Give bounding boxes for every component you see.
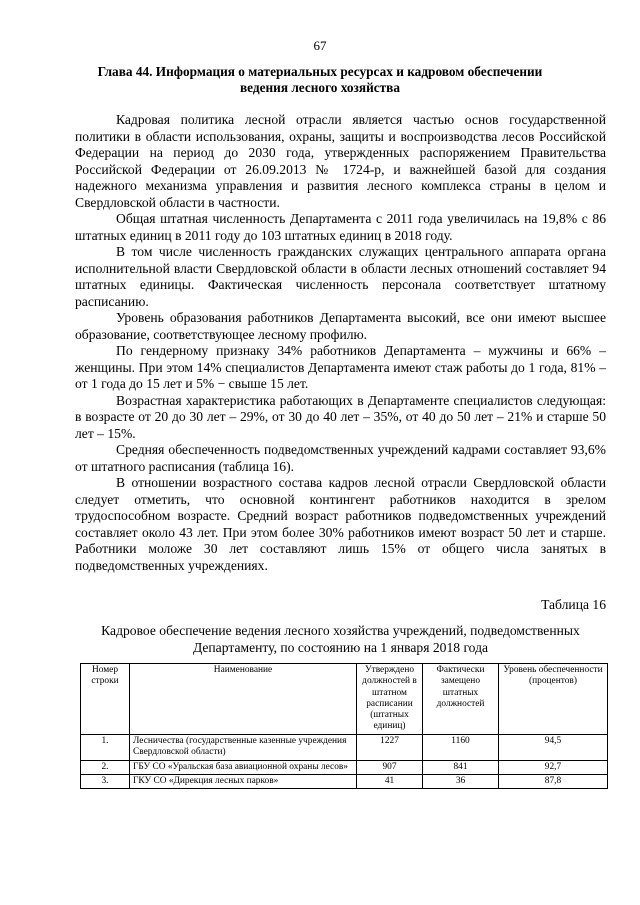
chapter-title: Глава 44. Информация о материальных ресурсах и кадровом обеспечении ведения лесного хозяйства	[97, 64, 543, 95]
header-approved-positions: Утверждено должностей в штатном расписании (штатных единиц)	[357, 664, 423, 735]
cell-level: 92,7	[499, 760, 608, 774]
paragraph-education: Уровень образования работников Департамента высокий, все они имеют высшее образование, соответствующее лесному профилю.	[75, 310, 606, 342]
paragraph-staff-growth: Общая штатная численность Департамента с 2011 года увеличилась на 19,8% с 86 штатных единиц в 2011 году до 103 штатных единиц в 2018 году.	[75, 211, 606, 243]
cell-approved: 41	[357, 774, 423, 788]
header-filled-positions: Фактически замещено штатных должностей	[423, 664, 499, 735]
paragraph-age: Возрастная характеристика работающих в Департаменте специалистов следующая: в возрасте от 20 до 30 лет – 29%, от 30 до 40 лет – 35%, от 40 до 50 лет – 21% и старше 50 лет – 15%.	[75, 392, 606, 441]
paragraph-age-composition: В отношении возрастного состава кадров лесной отрасли Свердловской области следует отметить, что основной контингент работников находится в зрелом трудоспособном возрасте. Средний возраст работников подведомственных учреждений составляет около 43 лет. При этом более 30% работников имеют возраст 50 лет и старше. Работники моложе 30 лет составляют лишь 15% от общего числа занятых в подведомственных учреждениях.	[75, 475, 606, 573]
cell-level: 87,8	[499, 774, 608, 788]
paragraph-gender: По гендерному признаку 34% работников Департамента – мужчины и 66% – женщины. При этом 14% специалистов Департамента имеют стаж работы до 1 года, 81% – от 1 года до 15 лет и 5% − свыше 15 лет.	[75, 343, 606, 391]
header-row-number: Номер строки	[81, 664, 130, 735]
table-row	[81, 760, 608, 774]
cell-row-number: 3.	[81, 774, 130, 788]
cell-filled: 36	[423, 774, 499, 788]
paragraph-personnel-policy: Кадровая политика лесной отрасли является частью основ государственной политики в области использования, охраны, защиты и воспроизводства лесов Российской Федерации на период до 2030 года, утвержденных распоряжением Правительства Российской Федерации от 26.09.2013 № 1724-р, и важнейшей базой для создания надежного механизма управления и развития лесного комплекса страны в целом и Свердловской области в частности.	[75, 112, 606, 210]
cell-name: ГКУ СО «Дирекция лесных парков»	[130, 774, 357, 788]
table-row	[81, 774, 608, 788]
cell-row-number: 2.	[81, 760, 130, 774]
cell-level: 94,5	[499, 735, 608, 761]
cell-approved: 907	[357, 760, 423, 774]
paragraph-civil-servants: В том числе численность гражданских служащих центрального аппарата органа исполнительной власти Свердловской области в области лесных отношений составляет 94 штатных единицы. Фактическая численность персонала соответствует штатному расписанию.	[75, 244, 606, 309]
cell-filled: 1160	[423, 735, 499, 761]
header-staffing-level: Уровень обеспеченности (процентов)	[499, 664, 608, 735]
table-row	[81, 735, 608, 761]
page-number: 67	[313, 38, 327, 53]
paragraph-staffing-level: Средняя обеспеченность подведомственных учреждений кадрами составляет 93,6% от штатного расписания (таблица 16).	[75, 442, 606, 474]
table-label: Таблица 16	[541, 597, 606, 612]
body-text	[75, 112, 606, 574]
staffing-table	[80, 663, 608, 789]
table-header-row	[81, 664, 608, 735]
header-name: Наименование	[130, 664, 357, 735]
cell-filled: 841	[423, 760, 499, 774]
cell-name: ГБУ СО «Уральская база авиационной охраны лесов»	[130, 760, 357, 774]
cell-approved: 1227	[357, 735, 423, 761]
cell-name: Лесничества (государственные казенные учреждения Свердловской области)	[130, 735, 357, 761]
cell-row-number: 1.	[81, 735, 130, 761]
table-caption: Кадровое обеспечение ведения лесного хозяйства учреждений, подведомственных Департаменту, по состоянию на 1 января 2018 года	[101, 623, 580, 655]
